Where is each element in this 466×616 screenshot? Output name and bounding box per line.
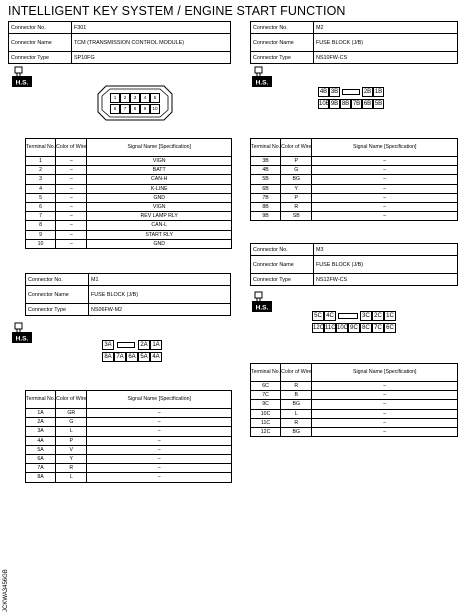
signal-name-cell: CAN-H [87, 175, 232, 184]
connector-pin: 5C [312, 311, 324, 321]
table-row [251, 184, 458, 193]
connector-pin: 7A [114, 352, 126, 362]
signal-name-header: Signal Name [Specification] [87, 139, 232, 157]
connector-pin: 2B [363, 89, 372, 95]
table-row [251, 400, 458, 409]
connector-latch [342, 89, 360, 95]
terminal-no-header: Terminal No. [251, 364, 281, 382]
hs-connector-icon [11, 66, 33, 88]
connector-name-value: FUSE BLOCK (J/B) [314, 256, 458, 274]
terminal-no-cell: 6A [26, 454, 56, 463]
connector-pin: 10C [337, 325, 349, 331]
table-row [26, 409, 232, 418]
connector-pin: 7B [352, 101, 361, 107]
wire-color-cell: – [56, 202, 87, 211]
connector-pin: 1C [384, 311, 396, 321]
connector-header-m1 [25, 273, 231, 316]
terminal-no-cell: 7A [26, 464, 56, 473]
signal-name-cell: – [312, 427, 458, 436]
page-title: INTELLIGENT KEY SYSTEM / ENGINE START FUNCTION [8, 4, 346, 18]
signal-name-cell: – [312, 202, 458, 211]
connector-pin: 1A [150, 340, 162, 350]
connector-header-m3 [250, 243, 458, 286]
connector-no-label: Connector No. [251, 244, 314, 256]
table-row [26, 473, 232, 482]
connector-pin: 10 [150, 104, 160, 114]
signal-name-cell: – [312, 193, 458, 202]
wire-color-cell: Y [281, 184, 312, 193]
wire-color-cell: – [56, 212, 87, 221]
connector-face-f301 [96, 84, 174, 122]
connector-header-f301 [8, 21, 231, 64]
hs-label: H.S. [15, 79, 29, 87]
connector-no-label: Connector No. [26, 274, 89, 286]
connector-pin: 4B [319, 89, 328, 95]
wire-color-cell: – [56, 157, 87, 166]
connector-pin: 6 [110, 104, 120, 114]
signal-name-cell: – [312, 409, 458, 418]
connector-pin: 2C [372, 311, 384, 321]
wire-color-cell: – [56, 221, 87, 230]
wire-color-cell: – [56, 239, 87, 248]
table-row [26, 157, 232, 166]
wire-color-cell: L [281, 409, 312, 418]
connector-pin: 3B [330, 89, 339, 95]
terminal-no-cell: 8 [26, 221, 56, 230]
connector-pin: 9 [140, 104, 150, 114]
color-of-wire-header: Color of Wire [56, 139, 87, 157]
terminal-no-cell: 5B [251, 175, 281, 184]
wire-color-cell: G [281, 166, 312, 175]
signal-name-header: Signal Name [Specification] [312, 139, 458, 157]
connector-name-label: Connector Name [251, 256, 314, 274]
connector-no-value: M3 [314, 244, 458, 256]
connector-pin: 2A [138, 340, 150, 350]
connector-pin: 1 [110, 93, 120, 103]
wire-color-cell: – [56, 193, 87, 202]
table-row [26, 239, 232, 248]
signal-name-cell: GND [87, 193, 232, 202]
table-row [251, 157, 458, 166]
signal-name-header: Signal Name [Specification] [87, 391, 232, 409]
wire-color-cell: – [56, 166, 87, 175]
connector-pin: 3A [102, 340, 114, 350]
table-row [251, 212, 458, 221]
wire-color-cell: R [281, 382, 312, 391]
signal-name-cell: – [312, 212, 458, 221]
connector-pin: 11C [325, 325, 336, 331]
signal-name-cell: – [312, 184, 458, 193]
wire-color-cell: Y [56, 454, 87, 463]
table-row [26, 166, 232, 175]
connector-type-value: NS06FW-M2 [89, 304, 231, 316]
connector-type-label: Connector Type [251, 52, 314, 64]
terminal-no-cell: 10 [26, 239, 56, 248]
terminal-no-cell: 2A [26, 418, 56, 427]
connector-pin: 4 [140, 93, 150, 103]
wire-color-cell: – [56, 175, 87, 184]
table-row [251, 382, 458, 391]
table-row [251, 427, 458, 436]
signal-name-cell: CAN-L [87, 221, 232, 230]
connector-pin: 2 [120, 93, 130, 103]
hs-label: H.S. [255, 79, 269, 87]
connector-pin: 8 [130, 104, 140, 114]
signal-name-cell: – [87, 409, 232, 418]
connector-pin: 4C [324, 311, 336, 321]
wire-color-cell: R [281, 418, 312, 427]
signal-name-cell: BATT [87, 166, 232, 175]
terminal-table-m1 [25, 390, 232, 483]
connector-no-value: M1 [89, 274, 231, 286]
terminal-table-m3 [250, 363, 458, 437]
terminal-no-cell: 2 [26, 166, 56, 175]
connector-type-value: NS12FW-CS [314, 274, 458, 286]
table-row [251, 418, 458, 427]
connector-pin: 7C [372, 323, 384, 333]
table-row [26, 184, 232, 193]
connector-name-label: Connector Name [251, 34, 314, 52]
terminal-no-cell: 6B [251, 184, 281, 193]
wire-color-cell: L [56, 427, 87, 436]
wire-color-cell: – [56, 184, 87, 193]
terminal-no-cell: 3B [251, 157, 281, 166]
figure-id: JCKWA3456GB [3, 569, 9, 612]
signal-name-header: Signal Name [Specification] [312, 364, 458, 382]
signal-name-cell: – [87, 473, 232, 482]
wire-color-cell: SB [281, 212, 312, 221]
signal-name-cell: – [312, 391, 458, 400]
terminal-no-cell: 3A [26, 427, 56, 436]
color-of-wire-header: Color of Wire [281, 364, 312, 382]
terminal-table-m2 [250, 138, 458, 221]
connector-pin: 7 [120, 104, 130, 114]
connector-pin: 3 [130, 93, 140, 103]
terminal-no-cell: 7B [251, 193, 281, 202]
connector-type-value: NS10FW-CS [314, 52, 458, 64]
connector-pin: 5A [138, 352, 150, 362]
table-row [26, 454, 232, 463]
terminal-no-cell: 8B [251, 202, 281, 211]
signal-name-cell: – [87, 436, 232, 445]
connector-pin: 8C [360, 323, 372, 333]
terminal-no-header: Terminal No. [251, 139, 281, 157]
signal-name-cell: VIGN [87, 202, 232, 211]
connector-type-value: SP10FG [72, 52, 231, 64]
connector-face-m2 [318, 87, 400, 113]
table-row [251, 166, 458, 175]
connector-pin: 6C [384, 323, 396, 333]
table-row [251, 175, 458, 184]
signal-name-cell: – [87, 454, 232, 463]
hs-connector-icon [11, 322, 33, 344]
signal-name-cell: – [312, 166, 458, 175]
connector-no-value: M2 [314, 22, 458, 34]
table-row [26, 230, 232, 239]
terminal-no-cell: 9 [26, 230, 56, 239]
connector-name-value: FUSE BLOCK (J/B) [89, 286, 231, 304]
wire-color-cell: V [56, 445, 87, 454]
signal-name-cell: – [87, 418, 232, 427]
signal-name-cell: VIGN [87, 157, 232, 166]
wire-color-cell: P [281, 157, 312, 166]
connector-name-label: Connector Name [9, 34, 72, 52]
wire-color-cell: BG [281, 175, 312, 184]
wire-color-cell: L [56, 473, 87, 482]
connector-pin: 6B [363, 101, 372, 107]
signal-name-cell: – [312, 418, 458, 427]
signal-name-cell: – [312, 157, 458, 166]
table-row [26, 427, 232, 436]
signal-name-cell: – [87, 464, 232, 473]
wire-color-cell: R [56, 464, 87, 473]
signal-name-cell: – [87, 427, 232, 436]
connector-no-label: Connector No. [9, 22, 72, 34]
terminal-no-cell: 7C [251, 391, 281, 400]
connector-name-label: Connector Name [26, 286, 89, 304]
terminal-no-cell: 4B [251, 166, 281, 175]
connector-pin: 8A [102, 352, 114, 362]
connector-type-label: Connector Type [26, 304, 89, 316]
table-row [251, 202, 458, 211]
terminal-table-f301 [25, 138, 232, 249]
wire-color-cell: BG [281, 427, 312, 436]
signal-name-cell: – [312, 382, 458, 391]
terminal-no-header: Terminal No. [26, 139, 56, 157]
color-of-wire-header: Color of Wire [281, 139, 312, 157]
wire-color-cell: R [281, 202, 312, 211]
terminal-no-cell: 1 [26, 157, 56, 166]
connector-pin: 8B [341, 101, 350, 107]
connector-latch [117, 342, 135, 348]
connector-pin: 5 [150, 93, 160, 103]
connector-pin: 3C [360, 311, 372, 321]
hs-label: H.S. [15, 335, 29, 343]
connector-no-label: Connector No. [251, 22, 314, 34]
terminal-no-cell: 6C [251, 382, 281, 391]
terminal-no-cell: 7 [26, 212, 56, 221]
connector-type-label: Connector Type [251, 274, 314, 286]
connector-pin: 12C [313, 325, 325, 331]
connector-pin: 9B [330, 101, 339, 107]
terminal-no-cell: 6 [26, 202, 56, 211]
table-row [26, 202, 232, 211]
connector-type-label: Connector Type [9, 52, 72, 64]
terminal-no-cell: 10C [251, 409, 281, 418]
connector-latch [338, 313, 358, 319]
connector-name-value: FUSE BLOCK (J/B) [314, 34, 458, 52]
table-row [26, 221, 232, 230]
signal-name-cell: K-LINE [87, 184, 232, 193]
table-row [26, 212, 232, 221]
signal-name-cell: – [87, 445, 232, 454]
connector-pin: 5B [374, 101, 383, 107]
connector-pin: 1B [374, 89, 383, 95]
signal-name-cell: REV LAMP RLY [87, 212, 232, 221]
wire-color-cell: BG [281, 400, 312, 409]
terminal-no-cell: 4 [26, 184, 56, 193]
wire-color-cell: P [281, 193, 312, 202]
terminal-no-cell: 4A [26, 436, 56, 445]
table-row [26, 193, 232, 202]
terminal-no-cell: 8A [26, 473, 56, 482]
connector-no-value: F301 [72, 22, 231, 34]
connector-pin: 6A [126, 352, 138, 362]
table-row [26, 436, 232, 445]
table-row [26, 175, 232, 184]
hs-connector-icon [251, 66, 273, 88]
hs-connector-icon [251, 291, 273, 313]
connector-pin: 4A [150, 352, 162, 362]
connector-pin: 9C [348, 323, 360, 333]
table-row [26, 418, 232, 427]
connector-face-m3 [312, 311, 408, 337]
wire-color-cell: P [56, 436, 87, 445]
connector-header-m2 [250, 21, 458, 64]
table-row [251, 193, 458, 202]
wire-color-cell: G [56, 418, 87, 427]
terminal-no-cell: 9C [251, 400, 281, 409]
wire-color-cell: B [281, 391, 312, 400]
terminal-no-cell: 3 [26, 175, 56, 184]
table-row [251, 391, 458, 400]
terminal-no-cell: 1A [26, 409, 56, 418]
wire-color-cell: – [56, 230, 87, 239]
signal-name-cell: START RLY [87, 230, 232, 239]
connector-face-m1 [102, 340, 168, 366]
table-row [26, 464, 232, 473]
terminal-no-cell: 11C [251, 418, 281, 427]
connector-pin: 10B [319, 101, 330, 107]
connector-name-value: TCM (TRANSMISSION CONTROL MODULE) [72, 34, 231, 52]
terminal-no-cell: 5 [26, 193, 56, 202]
wire-color-cell: GR [56, 409, 87, 418]
signal-name-cell: – [312, 175, 458, 184]
table-row [251, 409, 458, 418]
terminal-no-cell: 9B [251, 212, 281, 221]
color-of-wire-header: Color of Wire [56, 391, 87, 409]
hs-label: H.S. [255, 304, 269, 312]
terminal-no-cell: 12C [251, 427, 281, 436]
signal-name-cell: – [312, 400, 458, 409]
terminal-no-cell: 5A [26, 445, 56, 454]
table-row [26, 445, 232, 454]
signal-name-cell: GND [87, 239, 232, 248]
terminal-no-header: Terminal No. [26, 391, 56, 409]
